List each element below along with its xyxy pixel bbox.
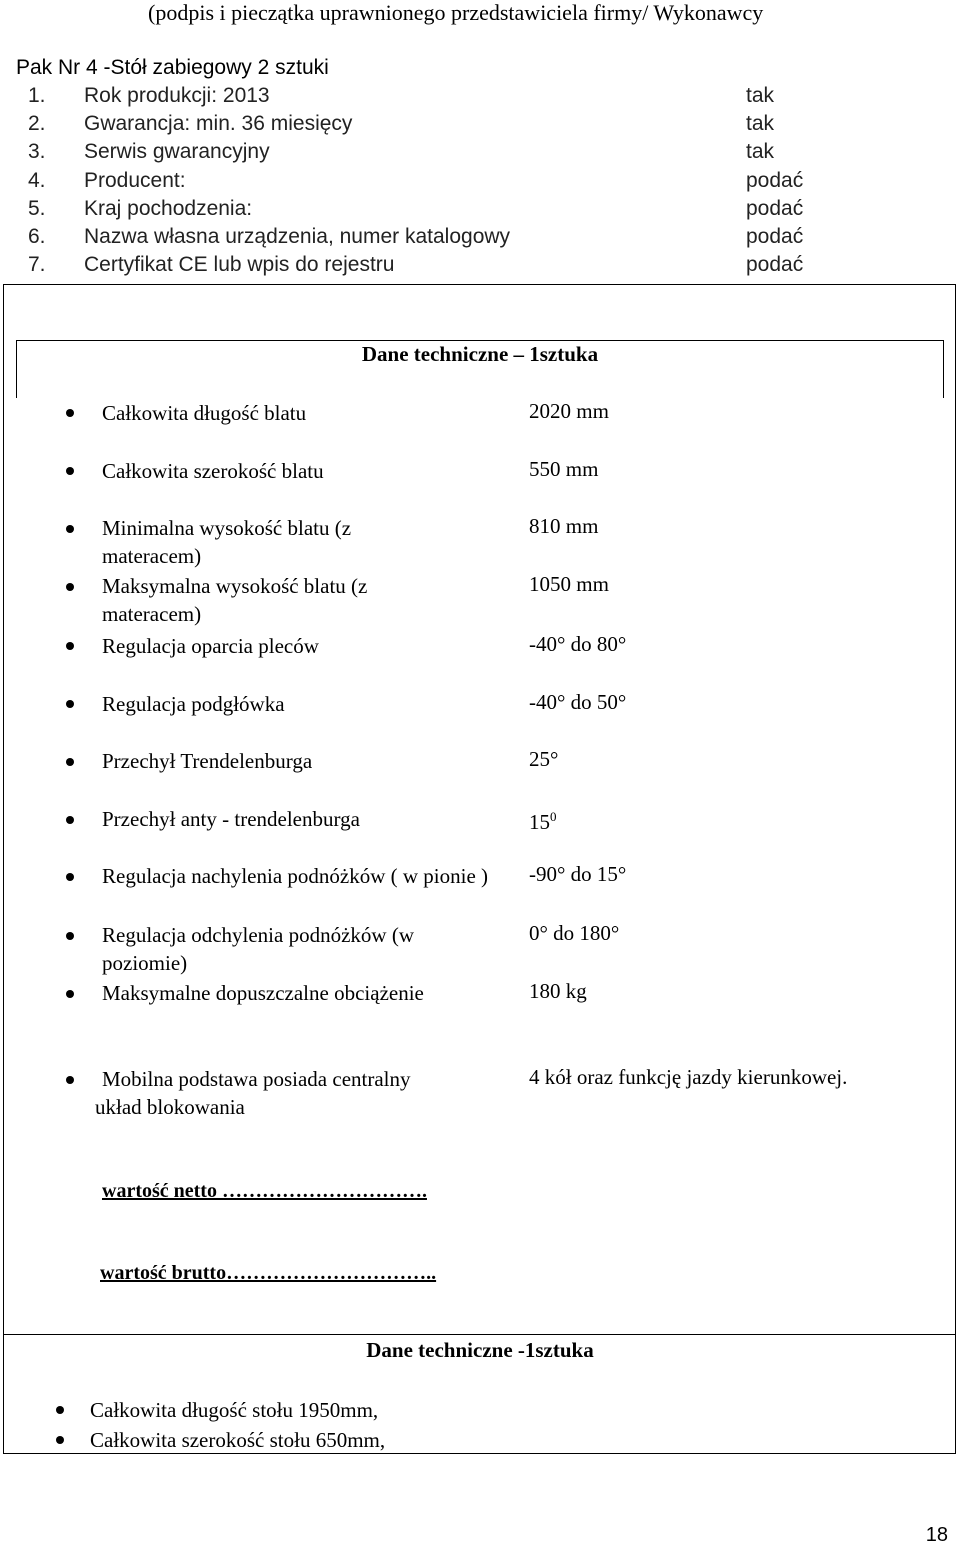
list-item: 1. Rok produkcji: 2013 tak bbox=[28, 84, 775, 107]
bullet-icon bbox=[66, 990, 74, 998]
page-number: 18 bbox=[925, 1524, 948, 1546]
frame-top-border bbox=[3, 284, 956, 285]
bullet-icon bbox=[66, 700, 74, 708]
pack-title: Pak Nr 4 -Stół zabiegowy 2 sztuki bbox=[16, 56, 329, 79]
bullet-icon bbox=[66, 467, 74, 475]
net-value: wartość netto …………………………. bbox=[102, 1180, 427, 1202]
bullet-icon bbox=[66, 525, 74, 533]
bullet-icon bbox=[56, 1406, 64, 1414]
list-item: 2. Gwarancja: min. 36 miesięcy tak bbox=[28, 112, 775, 135]
frame-left-border bbox=[3, 284, 4, 1454]
section-title: Dane techniczne – 1sztuka bbox=[361, 342, 599, 366]
title-box-top bbox=[16, 340, 944, 341]
list-item: 7. Certyfikat CE lub wpis do rejestru podać bbox=[28, 253, 804, 276]
gross-value: wartość brutto………………………….. bbox=[100, 1262, 437, 1284]
bullet-icon bbox=[66, 816, 74, 824]
bullet-icon bbox=[66, 642, 74, 650]
bullet-icon bbox=[56, 1436, 64, 1444]
bullet-icon bbox=[66, 583, 74, 591]
section-title: Dane techniczne -1sztuka bbox=[366, 1338, 594, 1362]
bullet-icon bbox=[66, 758, 74, 766]
bullet-icon bbox=[66, 1076, 74, 1084]
bullet-icon bbox=[66, 932, 74, 940]
signature-caption: (podpis i pieczątka uprawnionego przedstawiciela firmy/ Wykonawcy bbox=[148, 0, 764, 25]
bullet-icon bbox=[66, 409, 74, 417]
list-item: 5. Kraj pochodzenia: podać bbox=[28, 197, 804, 220]
list-item: 6. Nazwa własna urządzenia, numer katalogowy podać bbox=[28, 225, 804, 248]
section-divider bbox=[3, 1334, 956, 1335]
frame-right-border bbox=[955, 284, 956, 1454]
list-item: 4. Producent: podać bbox=[28, 169, 804, 192]
bullet-icon bbox=[66, 873, 74, 881]
list-item: 3. Serwis gwarancyjny tak bbox=[28, 140, 775, 163]
